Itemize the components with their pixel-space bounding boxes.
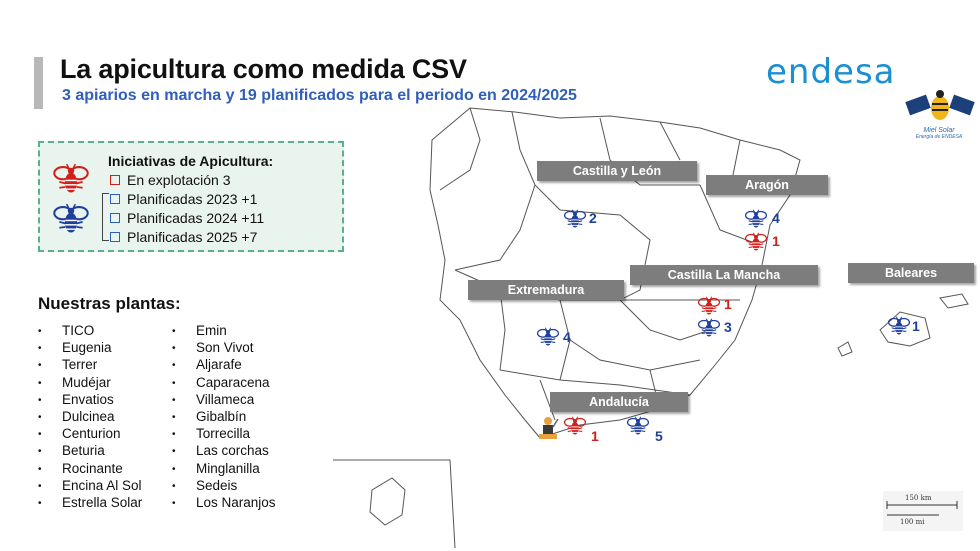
- plant-item: • Envatios: [38, 391, 142, 408]
- plant-item: • Emin: [172, 322, 276, 339]
- endesa-logo: endesa: [766, 52, 896, 92]
- region-label-castilla-leon: Castilla y León: [537, 161, 697, 181]
- legend-title: Iniciativas de Apicultura:: [108, 153, 274, 169]
- africa-outline: [370, 478, 405, 525]
- legend-item-label: Planificadas 2024 +11: [127, 210, 265, 226]
- plant-item: • Las corchas: [172, 442, 276, 459]
- bee-icon-red: [52, 163, 90, 195]
- bee-icon-red: [564, 416, 586, 436]
- page-title: La apicultura como medida CSV: [60, 54, 467, 84]
- legend-item: [110, 191, 257, 207]
- page-subtitle: 3 apiarios en marcha y 19 planificados para el periodo en 2024/2025: [62, 87, 577, 104]
- bee-icon-blue: [888, 316, 910, 336]
- legend-item: [110, 229, 257, 245]
- bee-icon-blue: [537, 327, 559, 347]
- plant-item: • Torrecilla: [172, 425, 276, 442]
- construction-worker-icon: [536, 415, 560, 441]
- plants-list-col2: [172, 322, 276, 511]
- miel-solar-name: Miel Solar: [923, 127, 955, 134]
- checkbox-icon: [110, 175, 120, 185]
- marker-count: 3: [724, 319, 732, 335]
- checkbox-icon: [110, 213, 120, 223]
- region-label-aragon: Aragón: [706, 175, 828, 195]
- region-label-andalucia: Andalucía: [550, 392, 688, 412]
- ibiza-outline: [838, 342, 852, 356]
- legend-item-label: En explotación 3: [127, 172, 231, 188]
- legend-box: [38, 141, 344, 252]
- plant-item: • Gibalbín: [172, 408, 276, 425]
- plant-item: • Encina Al Sol: [38, 477, 142, 494]
- plant-item: • Beturia: [38, 442, 142, 459]
- plant-item: • Villameca: [172, 391, 276, 408]
- miel-solar-tagline: Energía de ENDESA: [915, 134, 963, 140]
- inset-frame: [333, 460, 455, 548]
- bee-icon-red: [745, 232, 767, 252]
- bee-icon-red: [698, 296, 720, 316]
- marker-count: 1: [772, 233, 780, 249]
- plant-item: • Rocinante: [38, 460, 142, 477]
- bee-icon-blue: [627, 416, 649, 436]
- legend-item: [110, 172, 231, 188]
- legend-brace: [102, 193, 109, 241]
- marker-count: 4: [772, 210, 780, 226]
- bee-icon-blue: [745, 209, 767, 229]
- bee-icon-blue: [698, 318, 720, 338]
- region-label-castilla-la-mancha: Castilla La Mancha: [630, 265, 818, 285]
- plant-item: • Minglanilla: [172, 460, 276, 477]
- marker-count: 2: [589, 210, 597, 226]
- plant-item: • TICO: [38, 322, 142, 339]
- bee-icon-blue: [564, 209, 586, 229]
- plant-item: • Aljarafe: [172, 356, 276, 373]
- marker-count: 1: [724, 296, 732, 312]
- plant-item: • Los Naranjos: [172, 494, 276, 511]
- legend-item: [110, 210, 264, 226]
- checkbox-icon: [110, 194, 120, 204]
- checkbox-icon: [110, 232, 120, 242]
- plant-item: • Eugenia: [38, 339, 142, 356]
- plant-item: • Centurion: [38, 425, 142, 442]
- menorca-outline: [940, 294, 968, 308]
- scale-km-label: 150 km: [905, 494, 932, 502]
- plants-list-col1: [38, 322, 142, 511]
- plant-item: • Sedeis: [172, 477, 276, 494]
- region-label-extremadura: Extremadura: [468, 280, 624, 300]
- marker-count: 5: [655, 428, 663, 444]
- legend-item-label: Planificadas 2025 +7: [127, 229, 258, 245]
- marker-count: 1: [591, 428, 599, 444]
- bee-icon-blue: [52, 203, 90, 235]
- marker-count: 1: [912, 318, 920, 334]
- title-accent-bar: [34, 57, 43, 109]
- marker-count: 4: [563, 329, 571, 345]
- scale-mi-label: 100 mi: [900, 518, 925, 526]
- plant-item: • Estrella Solar: [38, 494, 142, 511]
- plant-item: • Mudéjar: [38, 374, 142, 391]
- region-label-baleares: Baleares: [848, 263, 974, 283]
- plant-item: • Dulcinea: [38, 408, 142, 425]
- plants-heading: Nuestras plantas:: [38, 294, 181, 313]
- legend-item-label: Planificadas 2023 +1: [127, 191, 258, 207]
- plant-item: • Caparacena: [172, 374, 276, 391]
- plant-item: • Son Vivot: [172, 339, 276, 356]
- plant-item: • Terrer: [38, 356, 142, 373]
